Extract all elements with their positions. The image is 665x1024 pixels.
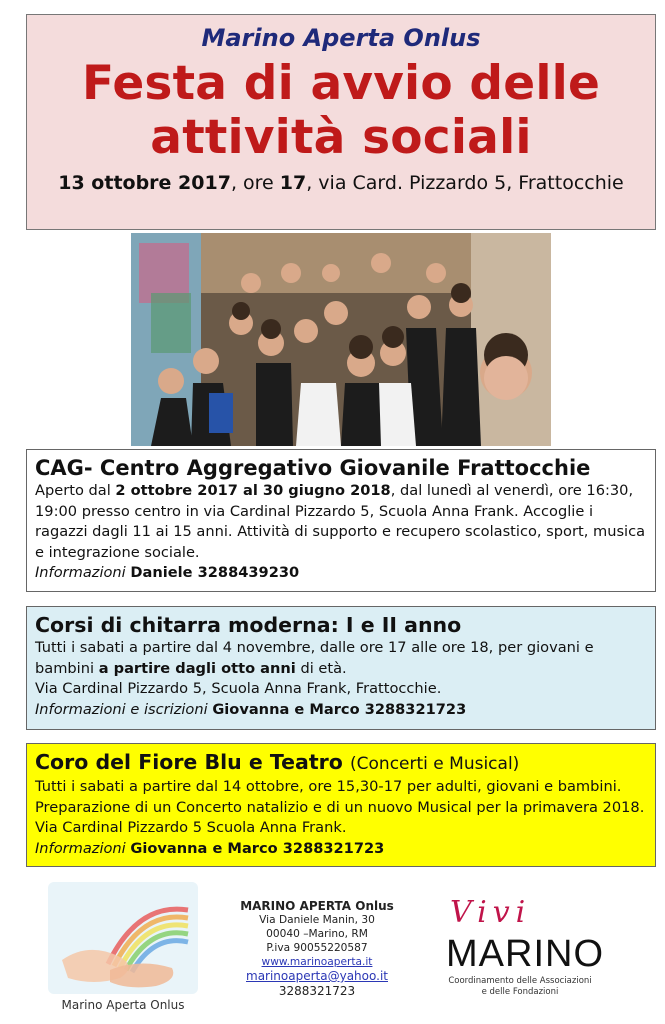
organization-name: Marino Aperta Onlus xyxy=(201,24,481,52)
coordination-caption xyxy=(440,976,600,998)
cag-text-intro: Aperto dal xyxy=(35,482,116,499)
address-phone: 3288321723 xyxy=(278,984,356,998)
guitar-course-description xyxy=(35,638,647,679)
website-link[interactable]: www.marinoaperta.it xyxy=(261,956,373,968)
event-date-day: 13 ottobre 2017 xyxy=(58,172,231,194)
header-banner xyxy=(26,14,656,230)
cag-title: CAG- Centro Aggregativo Giovanile Frattocchie xyxy=(35,456,591,480)
choir-info xyxy=(35,839,647,860)
event-title-line1: Festa di avvio delle xyxy=(81,56,601,111)
guitar-course-section xyxy=(26,606,656,730)
event-date-place: , via Card. Pizzardo 5, Frattocchie xyxy=(306,172,624,194)
coordination-line1: Coordinamento delle Associazioni xyxy=(448,976,592,986)
choir-title-main: Coro del Fiore Blu e Teatro xyxy=(35,750,343,774)
cag-description xyxy=(35,481,647,563)
coordination-line2: e delle Fondazioni xyxy=(481,987,559,997)
guitar-contact: Giovanna e Marco 3288321723 xyxy=(212,700,467,718)
guitar-age: a partire dagli otto anni xyxy=(98,659,296,677)
cag-info xyxy=(35,563,647,584)
guitar-course-info xyxy=(35,700,647,721)
group-photo-icon xyxy=(131,233,551,446)
cag-contact: Daniele 3288439230 xyxy=(130,564,300,581)
group-photo xyxy=(131,233,551,446)
guitar-course-location: Via Cardinal Pizzardo 5, Scuola Anna Frank, Frattocchie. xyxy=(35,680,442,697)
event-date-hour: 17 xyxy=(279,172,307,194)
choir-title xyxy=(35,749,647,777)
vivi-marino-logo xyxy=(440,895,604,1008)
cag-text-details: , dal lunedì al venerdì, ore 16:30, 19:00 presso centro in via Cardinal Pizzardo 5, Scuola Anna Frank. Accoglie i ragazzi dagli 11 ai 15 anni. Attività di supporto e recupero scolastico, sport, musica e integrazione sociale. xyxy=(35,482,646,561)
email-link[interactable]: marinoaperta@yahoo.it xyxy=(246,969,388,983)
choir-subtitle: (Concerti e Musical) xyxy=(350,754,520,774)
vivi-script: Vivi xyxy=(450,895,532,930)
address-city: 00040 –Marino, RM xyxy=(266,928,368,940)
choir-description: Tutti i sabati a partire dal 14 ottobre, ore 15,30-17 per adulti, giovani e bambini. Preparazione di un Concerto natalizio e di un nuovo Musical per la primavera 2018. Via Cardinal Pizzardo 5 Scuola Anna Frank. xyxy=(35,778,645,836)
choir-info-label: Informazioni xyxy=(35,839,126,857)
choir-section xyxy=(26,743,656,867)
cag-section xyxy=(26,449,656,592)
guitar-info-label: Informazioni e iscrizioni xyxy=(35,700,208,718)
guitar-course-title: Corsi di chitarra moderna: I e II anno xyxy=(35,613,462,637)
cag-period: 2 ottobre 2017 al 30 giugno 2018 xyxy=(115,482,391,499)
event-title-line2: attività sociali xyxy=(150,110,532,165)
cag-info-label: Informazioni xyxy=(35,564,126,581)
address-vat: P.iva 90055220587 xyxy=(266,942,368,954)
address-street: Via Daniele Manin, 30 xyxy=(259,914,375,926)
event-date-sep: , ore xyxy=(230,172,280,194)
event-date xyxy=(27,169,655,197)
logo-card xyxy=(48,882,198,994)
marino-wordmark: MARINO xyxy=(446,933,604,975)
guitar-text-end: di età. xyxy=(295,659,347,677)
marino-aperta-logo xyxy=(48,882,198,1016)
guitar-text-intro: Tutti i sabati a partire dal 4 novembre, dalle ore 17 alle ore 18, per giovani e bambini xyxy=(35,639,594,677)
contact-address xyxy=(222,899,412,998)
choir-contact: Giovanna e Marco 3288321723 xyxy=(130,839,385,857)
logo-caption: Marino Aperta Onlus xyxy=(61,998,185,1012)
address-org-name: MARINO APERTA Onlus xyxy=(240,899,394,913)
rainbow-hands-icon xyxy=(48,882,198,994)
